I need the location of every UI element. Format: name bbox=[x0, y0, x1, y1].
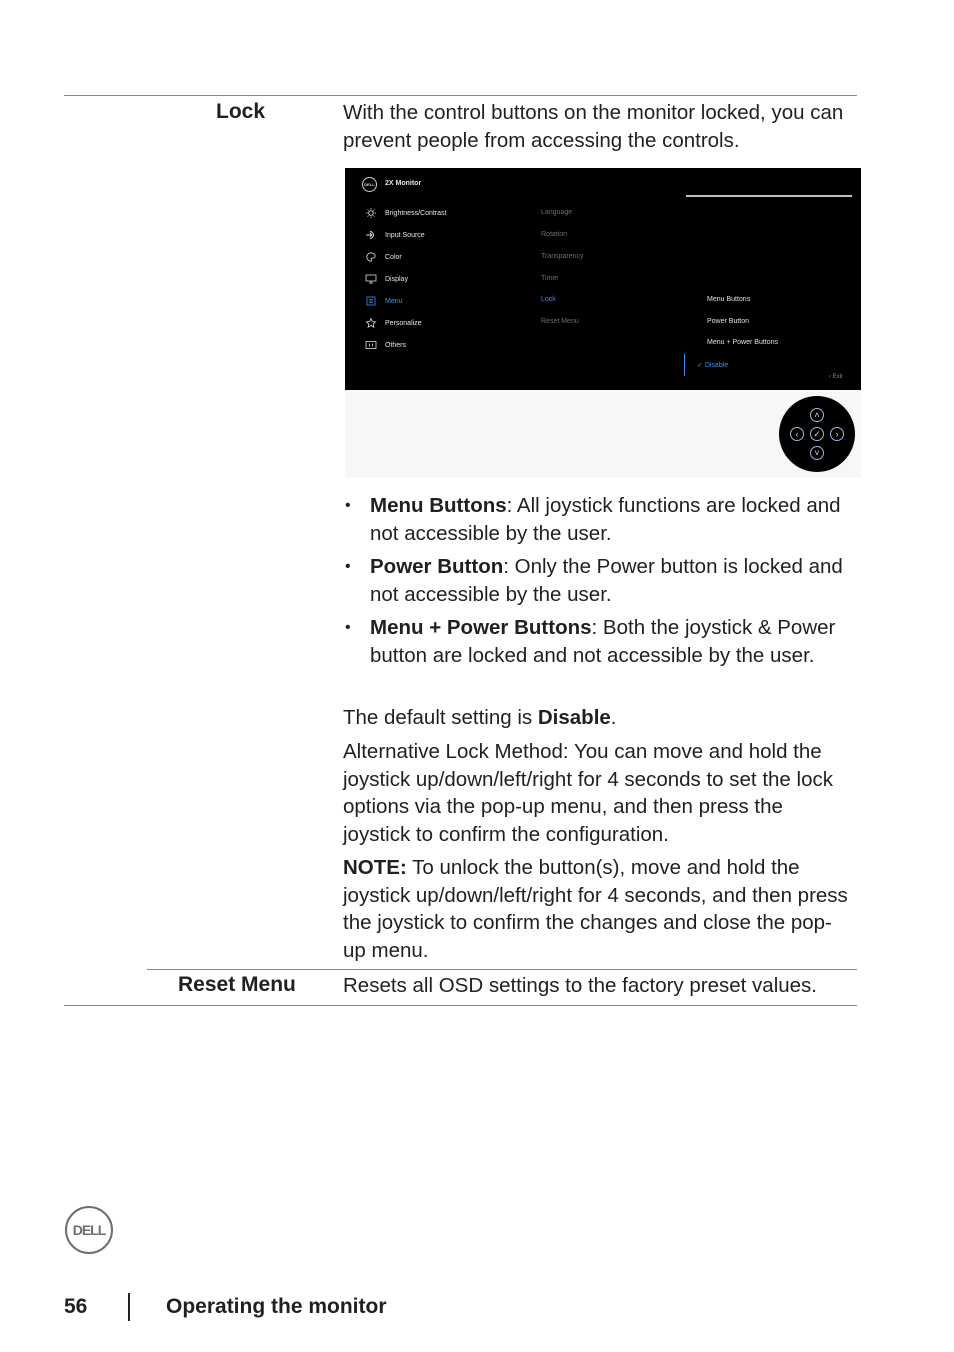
osd-option-disable[interactable] bbox=[697, 361, 728, 369]
footer-separator bbox=[128, 1293, 130, 1321]
list-item bbox=[343, 614, 855, 669]
bullet-text: : Both the joystick & Power button are locked and not accessible by the user. bbox=[370, 616, 836, 667]
osd-menu-label: Menu bbox=[385, 297, 403, 305]
chevron-left-icon: ‹ bbox=[829, 374, 833, 380]
osd-sub-transparency[interactable]: Transparency bbox=[541, 253, 584, 260]
list-item bbox=[343, 492, 855, 547]
osd-menu-label: Others bbox=[385, 341, 407, 349]
top-rule bbox=[64, 95, 857, 96]
osd-sub-language[interactable]: Language bbox=[541, 209, 573, 216]
osd-sub-rotation[interactable]: Rotation bbox=[541, 231, 568, 238]
section-title: Operating the monitor bbox=[166, 1295, 387, 1318]
alternative-lock-method: Alternative Lock Method: You can move and hold the joystick up/down/left/right for 4 seconds to set the lock options via the pop-up menu, and then press the joystick to confirm the configuration. bbox=[343, 740, 833, 846]
default-setting-suffix: . bbox=[610, 706, 617, 729]
list-item bbox=[343, 553, 855, 608]
bullet-term: Menu + Power Buttons bbox=[370, 616, 592, 639]
bullet-icon: • bbox=[345, 558, 351, 575]
osd-menu-label: Color bbox=[385, 253, 402, 261]
joystick-right-icon: › bbox=[830, 427, 844, 441]
bullet-icon: • bbox=[345, 619, 351, 636]
page-number: 56 bbox=[64, 1295, 88, 1318]
osd-menu-color[interactable] bbox=[365, 250, 402, 264]
osd-sub-reset-menu[interactable]: Reset Menu bbox=[541, 318, 579, 325]
reset-menu-label: Reset Menu bbox=[178, 973, 296, 996]
osd-menu-label: Personalize bbox=[385, 319, 422, 327]
osd-option-menu-power-buttons[interactable]: Menu + Power Buttons bbox=[707, 339, 779, 346]
joystick-up-icon: ˄ bbox=[810, 408, 824, 422]
bullet-term: Menu Buttons bbox=[370, 494, 507, 517]
osd-menu-label: Display bbox=[385, 275, 408, 283]
bullet-text: : Only the Power button is locked and not accessible by the user. bbox=[370, 555, 843, 606]
joystick-left-icon: ‹ bbox=[790, 427, 804, 441]
dell-logo: DELL bbox=[65, 1206, 113, 1254]
osd-selection-bar bbox=[684, 354, 685, 376]
bullet-term: Power Button bbox=[370, 555, 504, 578]
osd-menu-label: Input Source bbox=[385, 231, 425, 239]
osd-menu-others[interactable] bbox=[365, 338, 406, 352]
bullet-text: : All joystick functions are locked and not accessible by the user. bbox=[370, 494, 841, 545]
menu-icon bbox=[365, 296, 377, 306]
joystick-diagram bbox=[779, 396, 855, 472]
sun-icon bbox=[365, 208, 377, 218]
default-setting-prefix: The default setting is bbox=[343, 706, 538, 729]
osd-exit-label: Exit bbox=[832, 374, 843, 380]
note-text: To unlock the button(s), move and hold the joystick up/down/left/right for 4 seconds, and then press the joystick to confirm the changes and close the pop-up menu. bbox=[343, 856, 848, 962]
osd-sub-timer[interactable]: Timer bbox=[541, 275, 559, 282]
joystick-center-icon: ✓ bbox=[810, 427, 824, 441]
osd-option-power-button[interactable]: Power Button bbox=[707, 318, 750, 325]
others-icon bbox=[365, 340, 377, 350]
osd-exit-button[interactable] bbox=[829, 374, 843, 380]
lock-option-list bbox=[343, 492, 855, 675]
default-setting-value: Disable bbox=[537, 706, 611, 729]
osd-dell-logo: DELL bbox=[362, 177, 377, 192]
star-icon bbox=[365, 318, 377, 328]
lock-intro: With the control buttons on the monitor locked, you can prevent people from accessing the controls. bbox=[343, 101, 844, 152]
osd-top-bar bbox=[686, 195, 852, 197]
monitor-icon bbox=[365, 274, 377, 284]
check-icon: ✓ bbox=[697, 362, 705, 369]
bullet-icon: • bbox=[345, 497, 351, 514]
row-divider bbox=[147, 969, 857, 970]
osd-menu-display[interactable] bbox=[365, 272, 408, 286]
osd-sub-lock[interactable]: Lock bbox=[541, 296, 556, 303]
osd-screenshot bbox=[345, 168, 861, 478]
osd-menu-personalize[interactable] bbox=[365, 316, 422, 330]
note-label: NOTE: bbox=[343, 856, 407, 879]
joystick-down-icon: ˅ bbox=[810, 446, 824, 460]
lock-label: Lock bbox=[216, 100, 266, 123]
bottom-rule bbox=[64, 1005, 857, 1006]
osd-menu-label: Brightness/Contrast bbox=[385, 209, 447, 217]
osd-option-menu-buttons[interactable]: Menu Buttons bbox=[707, 296, 751, 303]
note bbox=[343, 854, 853, 964]
osd-menu-input-source[interactable] bbox=[365, 228, 425, 242]
osd-menu-menu[interactable] bbox=[365, 294, 403, 308]
input-icon bbox=[365, 230, 377, 240]
osd-menu-brightness[interactable] bbox=[365, 206, 446, 220]
default-setting bbox=[343, 704, 853, 732]
osd-option-disable-label: Disable bbox=[704, 362, 729, 369]
osd-title: 2X Monitor bbox=[385, 180, 422, 187]
palette-icon bbox=[365, 252, 377, 262]
reset-menu-text: Resets all OSD settings to the factory preset values. bbox=[343, 974, 817, 997]
osd-menu-panel bbox=[345, 168, 861, 390]
